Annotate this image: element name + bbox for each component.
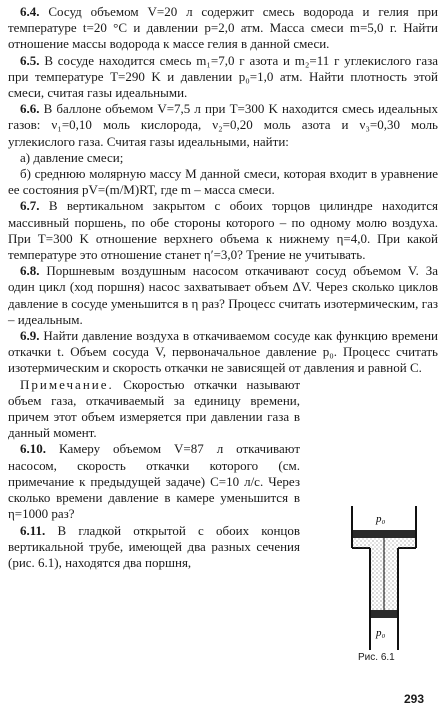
figure-caption: Рис. 6.1 <box>358 652 395 663</box>
problem-text: Поршневым воздушным насосом откачивают сосуд объемом V. За один цикл (ход поршня) насос захватывает объем ΔV. Через сколько циклов давление в сосуде уменьшится в η раз? Процесс считать изотермическим, газ – идеальным. <box>8 263 439 327</box>
note-label: Примечание. <box>20 376 114 392</box>
problem-number: 6.5. <box>20 52 40 68</box>
figure-6-1 <box>340 500 428 660</box>
problem-6-6-a: а) давление смеси; <box>20 149 124 165</box>
problem-number: 6.11. <box>20 522 46 538</box>
problem-text: Найти давление воздуха в откачиваемом сосуде как функцию времени откачки t. Объем сосуда V, первоначальное давление p₀. Процесс считать изотермическим и скорость откачки не зависящей от давления и равной C. <box>8 328 438 376</box>
problem-text: Сосуд объемом V=20 л содержит смесь водорода и гелия при температуре t=20 °C и давлении p=2,0 атм. Масса смеси m=5,0 г. Найти отношение массы водорода к массе гелия в данной смеси. <box>8 4 438 52</box>
problem-6-6-b: б) среднюю молярную массу M данной смеси, которая входит в уравнение ее состояния pV=(m/M)RT, где m – масса смеси. <box>8 166 438 198</box>
problem-text: В гладкой открытой с обоих концов вертикальной трубе, имеющей два разных сечения (рис. 6.1), находятся два поршня, <box>8 522 300 570</box>
problem-text: В баллоне объемом V=7,5 л при T=300 K находится смесь идеальных газов: ν₁=0,10 моль кислорода, ν₂=0,20 моль азота и ν₃=0,30 моль углекислого газа. Считая газы идеальными, найти: <box>8 101 438 149</box>
problem-text: В сосуде находится смесь m₁=7,0 г азота и m₂=11 г углекислого газа при температуре T=290 K и давлении p₀=1,0 атм. Найти плотность этой смеси, считая газы идеальными. <box>8 52 438 101</box>
problem-number: 6.9. <box>20 328 40 344</box>
note-text: Скоростью откачки называют объем газа, откачиваемый за единицу времени, причем этот объем измеряется при давлении газа в данный момент. <box>8 376 300 441</box>
problem-6-9 <box>8 328 438 377</box>
problem-6-4 <box>8 4 438 53</box>
problem-number: 6.8. <box>20 263 40 279</box>
problem-text: Камеру объемом V=87 л откачивают насосом, скорость откачки которого (см. примечание к предыдущей задаче) C=10 л/с. Через сколько времени давление в камере уменьшится в η=1000 раз? <box>8 441 301 522</box>
label-p0-top: p₀ <box>376 513 386 525</box>
problem-text: В вертикальном закрытом с обоих торцов цилиндре находится массивный поршень, по обе стороны которого – по одному молю воздуха. При T=300 K отношение верхнего объема к нижнему η=4,0. При какой температуре это отношение станет η′=3,0? Трение не учитывать. <box>8 198 439 263</box>
problem-6-10 <box>8 441 300 522</box>
problem-6-7 <box>8 198 438 263</box>
problem-number: 6.10. <box>20 441 46 457</box>
problem-6-6 <box>8 101 438 150</box>
page-number: 293 <box>404 692 425 706</box>
note <box>8 377 300 442</box>
problem-number: 6.6. <box>20 101 40 117</box>
lower-piston <box>371 610 397 618</box>
problem-6-5 <box>8 53 438 102</box>
problem-number: 6.4. <box>20 4 40 19</box>
problem-6-8 <box>8 263 438 328</box>
upper-piston <box>353 530 415 538</box>
label-p0-bottom: p₀ <box>376 627 386 639</box>
problem-number: 6.7. <box>20 198 40 214</box>
problem-6-11 <box>8 523 300 572</box>
page-body <box>8 4 438 571</box>
